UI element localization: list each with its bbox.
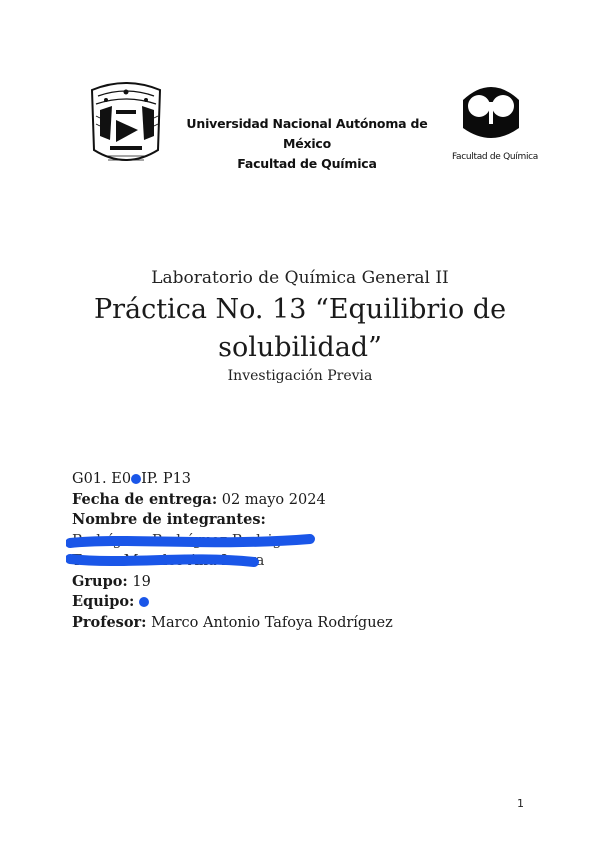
group-value: 19 [127, 573, 151, 590]
code-prefix: G01. E0 [72, 471, 132, 487]
redaction-dot [139, 597, 149, 607]
subtitle: Investigación Previa [227, 368, 373, 384]
group-label: Grupo: [72, 572, 128, 590]
delivery-row [72, 490, 393, 511]
group-row [72, 572, 393, 593]
members-label: Nombre de integrantes: [72, 511, 266, 528]
delivery-value: 02 mayo 2024 [217, 491, 326, 508]
info-block [72, 469, 393, 633]
team-label: Equipo: [72, 593, 135, 610]
document-code [72, 469, 393, 490]
delivery-label: Fecha de entrega: [72, 490, 218, 508]
professor-value: Marco Antonio Tafoya Rodríguez [146, 614, 393, 631]
member-row-1 [72, 531, 393, 552]
members-row [72, 510, 393, 531]
faculty-name: Facultad de Química [237, 156, 377, 171]
professor-label: Profesor: [72, 613, 147, 631]
team-row [72, 592, 393, 613]
university-name: Universidad Nacional Autónoma de México [186, 116, 428, 151]
header-title [166, 114, 448, 174]
member-row-2 [72, 551, 393, 572]
logo-caption: Facultad de Química [451, 152, 539, 162]
page-number: 1 [517, 797, 524, 810]
redaction-scribble [66, 533, 316, 549]
member-name-1: Rodríguez Rodríguez Rodrigo [72, 532, 291, 549]
professor-row [72, 613, 393, 634]
code-suffix: IP. P13 [141, 471, 192, 487]
unam-seal-icon [86, 80, 166, 166]
redaction-dot [131, 474, 141, 484]
facultad-quimica-logo-icon [455, 80, 527, 148]
practice-title: Práctica No. 13 “Equilibrio de solubilidad” [93, 294, 507, 363]
lab-title: Laboratorio de Química General II [151, 268, 449, 288]
member-name-2: Torres Morales Ana Laura [72, 553, 265, 569]
redaction-scribble [66, 553, 266, 569]
